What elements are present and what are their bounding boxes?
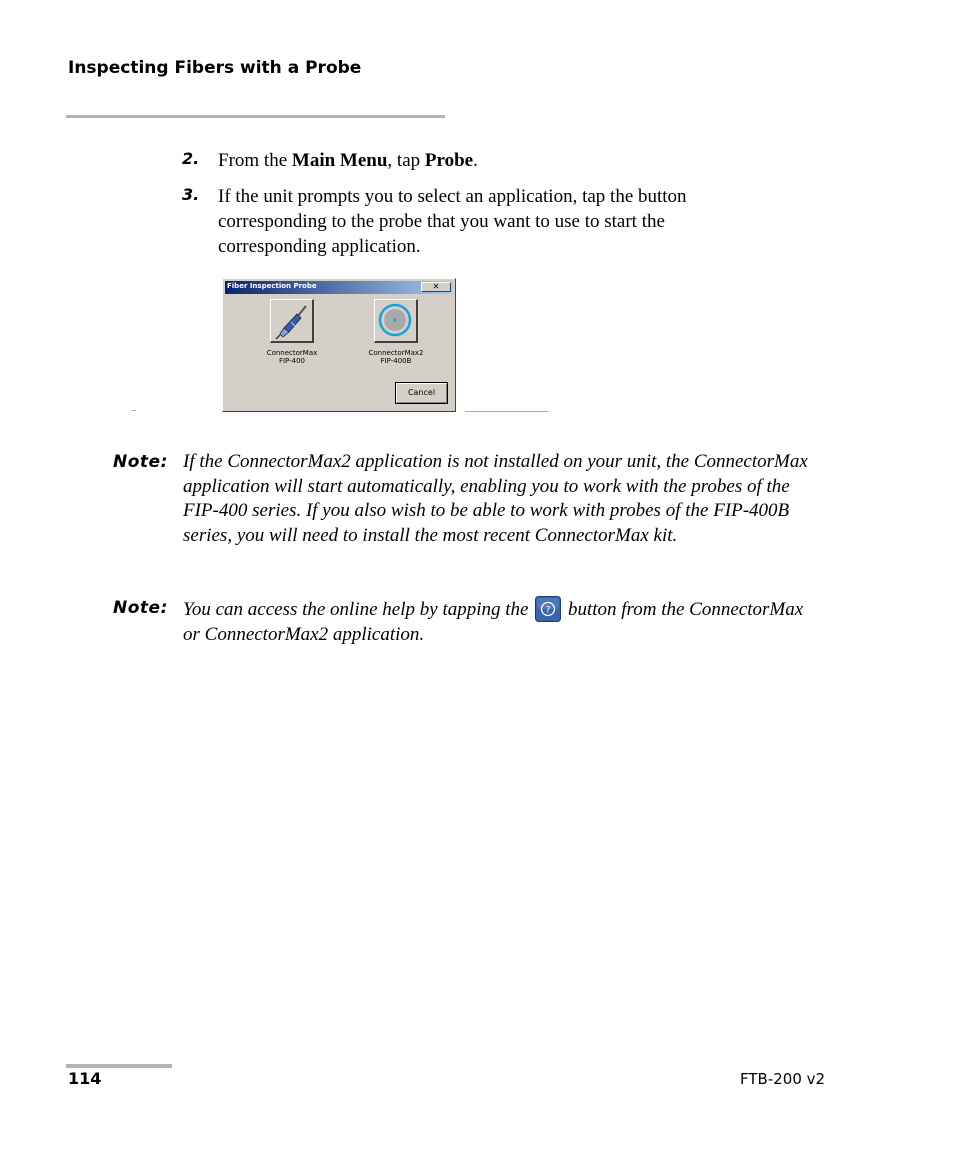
connectormax-label: ConnectorMax FIP-400 <box>266 349 318 365</box>
fiber-inspection-probe-dialog <box>222 278 456 412</box>
dialog-titlebar <box>225 281 453 294</box>
divider <box>465 411 548 412</box>
page-number: 114 <box>68 1069 102 1088</box>
step-text: From the Main Menu, tap Probe. <box>218 150 478 171</box>
footer-rule <box>66 1064 172 1068</box>
note-label: Note: <box>113 598 168 618</box>
dialog-title: Fiber Inspection Probe <box>227 282 317 290</box>
connectormax2-fip400b-button[interactable] <box>374 299 418 343</box>
section-title: Inspecting Fibers with a Probe <box>68 58 362 78</box>
probe-term: Probe <box>424 150 474 171</box>
svg-text:?: ? <box>545 605 551 616</box>
step-text: If the unit prompts you to select an application, tap the button corresponding to the probe that you want to use to start the corresponding application. <box>218 186 687 257</box>
document-id: FTB-200 v2 <box>740 1070 826 1088</box>
connectormax-fip400-button[interactable] <box>270 299 314 343</box>
step-number: 3. <box>182 185 200 204</box>
connectormax2-label: ConnectorMax2 FIP-400B <box>368 349 424 365</box>
fiber-target-icon <box>375 300 417 342</box>
note-label: Note: <box>113 452 168 472</box>
step-number: 2. <box>182 149 200 168</box>
cancel-button[interactable]: Cancel <box>395 382 448 404</box>
close-button[interactable]: ✕ <box>421 282 451 292</box>
help-icon <box>535 596 561 622</box>
probe-pen-icon <box>271 300 313 342</box>
divider <box>132 410 136 411</box>
note-text: If the ConnectorMax2 application is not installed on your unit, the ConnectorMax application will start automatically, enabling you to work with the probes of the FIP-400 series. If you also wish to be able to work with probes of the FIP-400B series, you will need to install the most recent ConnectorMax kit. <box>183 451 808 546</box>
main-menu-term: Main Menu <box>291 150 388 171</box>
header-rule <box>66 115 445 118</box>
note-text: You can access the online help by tapping the ? button from the ConnectorMax or ConnectorMax2 application. <box>183 596 823 647</box>
